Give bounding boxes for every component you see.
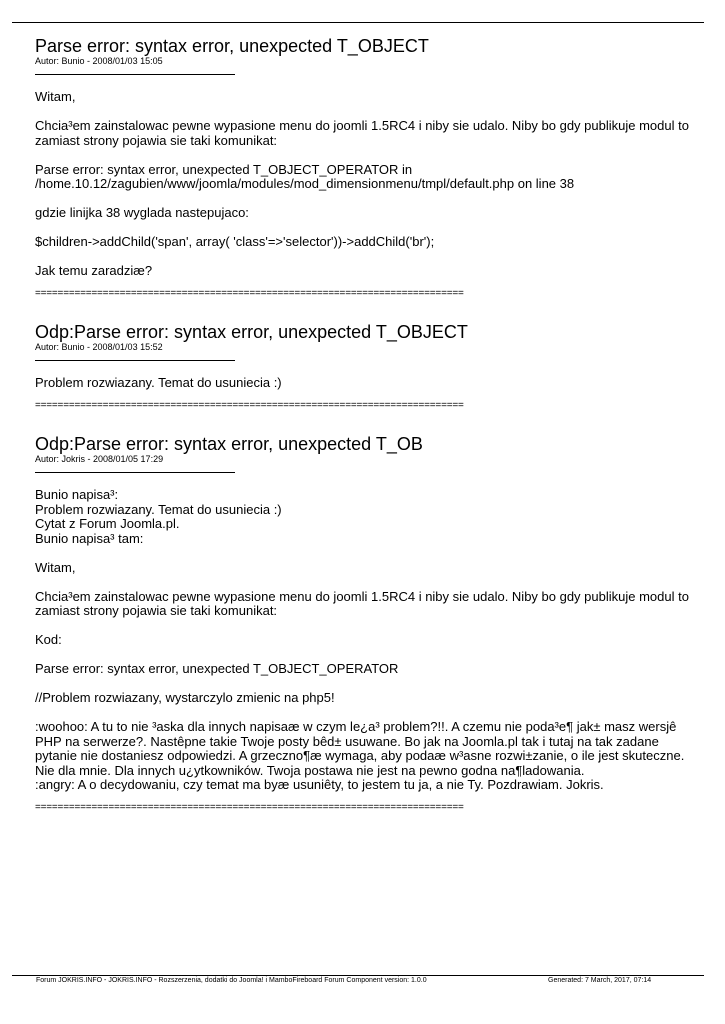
paragraph: Problem rozwiazany. Temat do usuniecia :) bbox=[35, 375, 282, 390]
post-3 bbox=[35, 434, 695, 813]
code-line: Parse error: syntax error, unexpected T_OBJECT_OPERATOR bbox=[35, 661, 399, 676]
code-line: $children->addChild('span', array( 'class'=>'selector'))->addChild('br'); bbox=[35, 234, 435, 249]
post-1 bbox=[35, 36, 695, 299]
paragraph: //Problem rozwiazany, wystarczylo zmienic na php5! bbox=[35, 690, 335, 705]
paragraph: Witam, bbox=[35, 559, 76, 575]
meta-divider bbox=[35, 74, 235, 75]
paragraph: :woohoo: A tu to nie ³aska dla innych napisaæ w czym le¿a³ problem?!!. A czemu nie poda³e¶ jak± masz wersjê PHP na serwerze?. Nastêpne takie Twoje posty bêd± usuwane. Bo jak na Joomla.pl tak i tutaj na tak zadane pytanie nie dostaniesz odpowiedzi. A grzeczno¶æ wymaga, aby podaæ w³asne rozwi±zanie, o ile jest skuteczne. Nie dla mnie. Dla innych u¿ytkowników. Twoja postawa nie jest na pewno godna na¶ladowania. :angry: A o decydowaniu, czy temat ma byæ usuniêty, to jestem tu ja, a nie Ty. Pozdrawiam. Jokris. bbox=[35, 719, 685, 792]
paragraph: Chcia³em zainstalowac pewne wypasione menu do joomli 1.5RC4 i niby sie udalo. Niby bo gdy publikuje modul to zamiast strony pojawia sie taki komunikat: bbox=[35, 588, 689, 618]
post-author-meta: Autor: Bunio - 2008/01/03 15:05 bbox=[35, 56, 163, 66]
post-2 bbox=[35, 322, 695, 411]
post-separator: ============================================================================ bbox=[35, 401, 464, 411]
paragraph: Jak temu zaradziæ? bbox=[35, 263, 153, 278]
footer-generated-date: Generated: 7 March, 2017, 07:14 bbox=[548, 977, 652, 984]
paragraph: Kod: bbox=[35, 632, 62, 647]
post-title: Odp:Parse error: syntax error, unexpected T_OB bbox=[35, 434, 423, 454]
paragraph: gdzie linijka 38 wyglada nastepujaco: bbox=[35, 205, 249, 220]
post-body bbox=[35, 488, 695, 813]
footer-site-text: Forum JOKRIS.INFO - JOKRIS.INFO - Rozszerzenia, dodatki do Joomla! i Mambo bbox=[36, 977, 293, 984]
footer-component-link[interactable]: Fireboard Forum Component version: 1.0.0 bbox=[292, 977, 427, 984]
post-author-meta: Autor: Jokris - 2008/01/05 17:29 bbox=[35, 454, 164, 464]
footer-rule bbox=[12, 975, 704, 976]
paragraph: Chcia³em zainstalowac pewne wypasione menu do joomli 1.5RC4 i niby sie udalo. Niby bo gdy publikuje modul to zamiast strony pojawia sie taki komunikat: bbox=[35, 118, 689, 148]
quote-block: Bunio napisa³: Problem rozwiazany. Temat do usuniecia :) Cytat z Forum Joomla.pl. Bunio napisa³ tam: bbox=[35, 487, 282, 546]
post-author-meta: Autor: Bunio - 2008/01/03 15:52 bbox=[35, 342, 163, 352]
document-content bbox=[35, 36, 695, 813]
post-body bbox=[35, 376, 695, 411]
paragraph: Witam, bbox=[35, 89, 76, 104]
post-separator: ============================================================================ bbox=[35, 289, 464, 299]
meta-divider bbox=[35, 360, 235, 361]
paragraph: Parse error: syntax error, unexpected T_OBJECT_OPERATOR in /home.10.12/zagubien/www/joomla/modules/mod_dimensionmenu/tmpl/default.php on line 38 bbox=[35, 161, 575, 191]
post-separator: ============================================================================ bbox=[35, 803, 464, 813]
meta-divider bbox=[35, 472, 235, 473]
post-title: Odp:Parse error: syntax error, unexpected T_OBJECT bbox=[35, 322, 468, 342]
footer-source bbox=[36, 977, 427, 985]
post-title: Parse error: syntax error, unexpected T_OBJECT bbox=[35, 36, 429, 56]
top-rule bbox=[12, 22, 704, 23]
post-body bbox=[35, 90, 695, 299]
